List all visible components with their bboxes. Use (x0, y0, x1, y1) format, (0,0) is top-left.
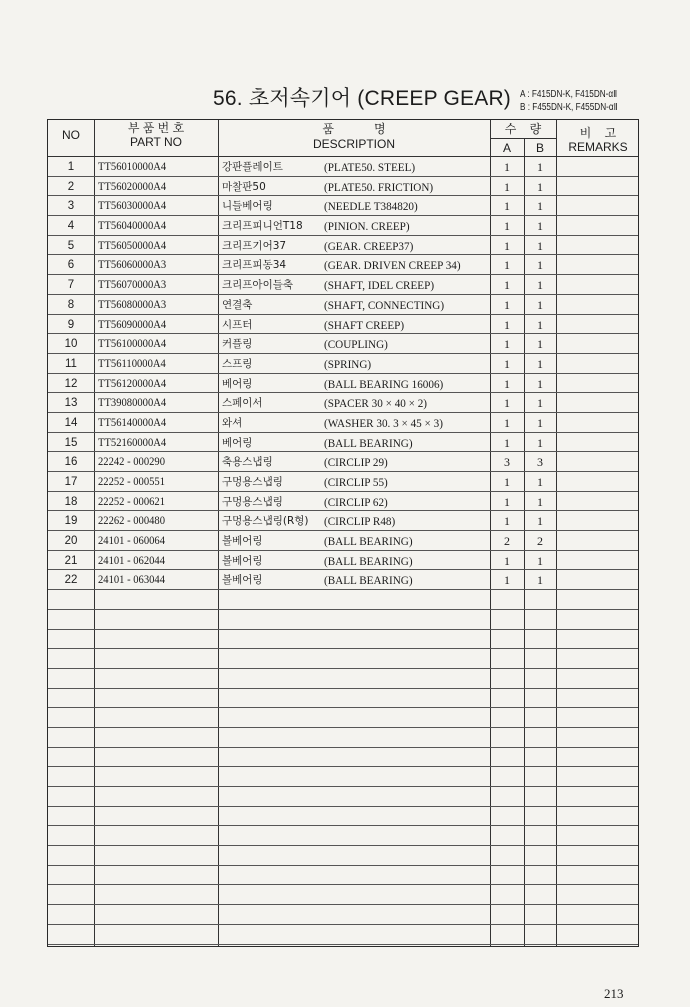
cell-no: 10 (64, 338, 78, 351)
cell-a: 1 (504, 199, 510, 214)
empty-row (48, 925, 638, 945)
table-row (48, 216, 638, 236)
cell-part: TT52160000A4 (98, 436, 167, 449)
cell-part: TT56140000A4 (98, 416, 167, 429)
cell-kr: 시프터 (222, 318, 253, 331)
header-part-kr: 부 품 번 호 (127, 121, 185, 135)
cell-part: TT56060000A3 (98, 259, 167, 272)
cell-b: 1 (537, 514, 543, 529)
cell-a: 1 (504, 435, 510, 450)
table-row (48, 295, 638, 315)
cell-no: 2 (67, 180, 75, 193)
cell-b: 1 (537, 376, 543, 391)
header-divider (490, 138, 556, 139)
cell-a: 1 (504, 258, 510, 273)
cell-desc: (SPRING) (324, 356, 372, 371)
cell-desc: (GEAR. DRIVEN CREEP 34) (324, 258, 461, 273)
cell-a: 1 (504, 219, 510, 234)
table-row (48, 236, 638, 256)
cell-part: TT56110000A4 (98, 357, 166, 370)
cell-part: TT56020000A4 (98, 180, 167, 193)
cell-desc: (PLATE50. STEEL) (324, 160, 416, 174)
cell-a: 1 (504, 317, 510, 332)
cell-desc: (BALL BEARING 16006) (324, 376, 444, 391)
cell-desc: (BALL BEARING) (324, 553, 413, 568)
empty-row (48, 590, 638, 610)
cell-no: 1 (67, 161, 75, 173)
cell-a: 1 (504, 297, 510, 312)
model-a-label: A : F415DN-K, F415DN-αⅡ (520, 89, 618, 100)
cell-b: 1 (537, 297, 543, 312)
cell-kr: 크리프피니언T18 (222, 220, 303, 233)
cell-desc: (BALL BEARING) (324, 573, 413, 588)
cell-desc: (COUPLING) (324, 337, 388, 352)
cell-b: 1 (537, 238, 543, 253)
cell-a: 1 (504, 494, 510, 509)
cell-b: 1 (537, 337, 543, 352)
cell-b: 1 (537, 553, 543, 568)
empty-row (48, 846, 638, 866)
header-qty-a: A (502, 141, 511, 155)
cell-desc: (CIRCLIP 55) (324, 475, 388, 489)
cell-a: 1 (504, 514, 510, 529)
empty-row (48, 689, 638, 709)
empty-row (48, 905, 638, 925)
cell-kr: 마찰판50 (222, 180, 266, 193)
cell-part: TT56010000A4 (98, 161, 167, 173)
table-row (48, 354, 638, 374)
cell-no: 19 (64, 515, 78, 528)
cell-part: 22252 - 000551 (98, 476, 166, 488)
header-qty-b: B (535, 141, 544, 155)
table-row (48, 492, 638, 512)
table-row (48, 275, 638, 295)
cell-desc: (CIRCLIP 62) (324, 494, 388, 509)
header-remarks-kr: 비 고 (579, 126, 617, 140)
cell-no: 17 (64, 476, 78, 488)
table-row (48, 551, 638, 571)
cell-desc: (SHAFT CREEP) (324, 317, 405, 332)
cell-part: TT56050000A4 (98, 239, 167, 252)
table-row (48, 433, 638, 453)
table-row (48, 452, 638, 472)
cell-desc: (NEEDLE T384820) (324, 199, 418, 214)
table-row (48, 472, 638, 492)
empty-row (48, 767, 638, 787)
cell-a: 1 (504, 573, 510, 588)
cell-a: 1 (504, 553, 510, 568)
header-part-en: PART NO (129, 135, 182, 149)
cell-kr: 연결축 (222, 298, 253, 311)
cell-part: 22242 - 000290 (98, 456, 166, 469)
cell-no: 6 (67, 259, 75, 272)
cell-desc: (SHAFT, IDEL CREEP) (324, 278, 435, 293)
cell-kr: 볼베어링 (222, 554, 263, 567)
cell-no: 21 (64, 554, 78, 567)
cell-a: 3 (504, 455, 510, 470)
cell-kr: 볼베어링 (222, 574, 263, 587)
table-row (48, 413, 638, 433)
empty-row (48, 826, 638, 846)
table-row (48, 511, 638, 531)
cell-a: 1 (504, 337, 510, 352)
table-row (48, 315, 638, 335)
cell-b: 1 (537, 199, 543, 214)
parts-table (47, 119, 639, 947)
empty-row (48, 807, 638, 827)
cell-a: 2 (504, 534, 510, 549)
table-header (48, 120, 638, 157)
cell-a: 1 (504, 179, 510, 194)
cell-a: 1 (504, 278, 510, 293)
empty-row (48, 787, 638, 807)
cell-kr: 베어링 (222, 436, 253, 449)
cell-desc: (GEAR. CREEP37) (324, 238, 414, 253)
cell-a: 1 (504, 356, 510, 371)
table-row (48, 531, 638, 551)
empty-row (48, 630, 638, 650)
cell-kr: 크리프피동34 (222, 259, 287, 272)
table-row (48, 374, 638, 394)
cell-no: 16 (64, 456, 78, 469)
cell-kr: 구멍용스냅링 (222, 476, 283, 488)
cell-kr: 스프링 (222, 357, 253, 370)
page-number: 213 (604, 986, 624, 1001)
cell-b: 1 (537, 278, 543, 293)
cell-a: 1 (504, 376, 510, 391)
cell-no: 3 (67, 200, 75, 213)
cell-b: 1 (537, 219, 543, 234)
cell-desc: (CIRCLIP R48) (324, 514, 396, 529)
cell-kr: 구멍용스냅링 (222, 495, 283, 508)
table-row (48, 157, 638, 177)
cell-desc: (BALL BEARING) (324, 435, 413, 450)
cell-kr: 스페이서 (222, 397, 263, 410)
cell-b: 1 (537, 475, 543, 489)
cell-kr: 구멍용스냅링(R형) (222, 515, 309, 528)
cell-no: 4 (67, 220, 75, 233)
table-row (48, 570, 638, 590)
page-title: 56. 초저속기어 (CREEP GEAR) (213, 87, 511, 110)
cell-b: 1 (537, 179, 543, 194)
cell-kr: 볼베어링 (222, 535, 263, 548)
cell-no: 7 (67, 279, 75, 292)
header-remarks-en: REMARKS (568, 140, 628, 154)
cell-b: 1 (537, 356, 543, 371)
table-row (48, 177, 638, 197)
cell-b: 1 (537, 396, 543, 411)
cell-b: 1 (537, 494, 543, 509)
cell-no: 9 (67, 318, 75, 331)
cell-b: 1 (537, 160, 543, 174)
table-row (48, 334, 638, 354)
cell-part: 22252 - 000621 (98, 495, 166, 508)
cell-desc: (SHAFT, CONNECTING) (324, 297, 445, 312)
cell-desc: (SPACER 30 × 40 × 2) (324, 396, 428, 411)
cell-kr: 크리프아이들축 (222, 279, 294, 292)
cell-no: 5 (67, 239, 75, 252)
empty-row (48, 669, 638, 689)
empty-row (48, 728, 638, 748)
cell-a: 1 (504, 160, 510, 174)
cell-a: 1 (504, 475, 510, 489)
cell-desc: (PLATE50. FRICTION) (324, 179, 434, 194)
empty-row (48, 649, 638, 669)
cell-part: TT56120000A4 (98, 377, 167, 390)
cell-b: 1 (537, 317, 543, 332)
cell-b: 1 (537, 415, 543, 430)
cell-part: TT56100000A4 (98, 338, 167, 351)
header-qty: 수 량 (504, 122, 542, 136)
cell-part: 22262 - 000480 (98, 515, 166, 528)
cell-a: 1 (504, 396, 510, 411)
cell-part: TT56030000A4 (98, 200, 167, 213)
cell-no: 11 (65, 357, 77, 370)
cell-part: TT56070000A3 (98, 279, 167, 292)
table-row (48, 196, 638, 216)
cell-kr: 크리프기어37 (222, 239, 287, 252)
cell-kr: 축용스냅링 (222, 456, 273, 469)
cell-part: TT39080000A4 (98, 397, 167, 410)
cell-desc: (PINION. CREEP) (324, 219, 410, 234)
cell-part: 24101 - 063044 (98, 574, 166, 587)
cell-no: 15 (64, 436, 78, 449)
header-desc-en: DESCRIPTION (312, 137, 395, 151)
table-row (48, 255, 638, 275)
cell-desc: (CIRCLIP 29) (324, 455, 388, 470)
cell-no: 12 (64, 377, 78, 390)
cell-kr: 와셔 (222, 416, 243, 429)
cell-no: 20 (64, 535, 78, 548)
cell-part: TT56080000A3 (98, 298, 167, 311)
model-b-label: B : F455DN-K, F455DN-αⅡ (520, 102, 618, 113)
empty-row (48, 610, 638, 630)
cell-no: 13 (64, 397, 78, 410)
cell-no: 18 (64, 495, 78, 508)
cell-desc: (WASHER 30. 3 × 45 × 3) (324, 415, 443, 430)
cell-no: 14 (64, 416, 78, 429)
empty-row (48, 748, 638, 768)
cell-a: 1 (504, 415, 510, 430)
table-body (48, 157, 638, 945)
table-row (48, 393, 638, 413)
cell-kr: 베어링 (222, 377, 253, 390)
cell-b: 1 (537, 258, 543, 273)
cell-no: 22 (64, 574, 78, 587)
cell-part: TT56090000A4 (98, 318, 167, 331)
cell-desc: (BALL BEARING) (324, 534, 413, 549)
cell-b: 1 (537, 435, 543, 450)
cell-part: 24101 - 060064 (98, 535, 166, 548)
cell-part: TT56040000A4 (98, 220, 167, 233)
cell-a: 1 (504, 238, 510, 253)
cell-b: 2 (537, 534, 543, 549)
cell-b: 3 (537, 455, 543, 470)
cell-kr: 강판플레이트 (222, 161, 283, 173)
cell-kr: 니들베어링 (222, 200, 273, 213)
cell-part: 24101 - 062044 (98, 554, 166, 567)
header-no: NO (62, 128, 80, 142)
header-desc-kr: 품 명 (322, 122, 386, 136)
cell-kr: 커플링 (222, 338, 253, 351)
empty-row (48, 885, 638, 905)
empty-row (48, 708, 638, 728)
cell-b: 1 (537, 573, 543, 588)
empty-row (48, 866, 638, 886)
model-applicability (520, 88, 618, 114)
cell-no: 8 (67, 298, 75, 311)
